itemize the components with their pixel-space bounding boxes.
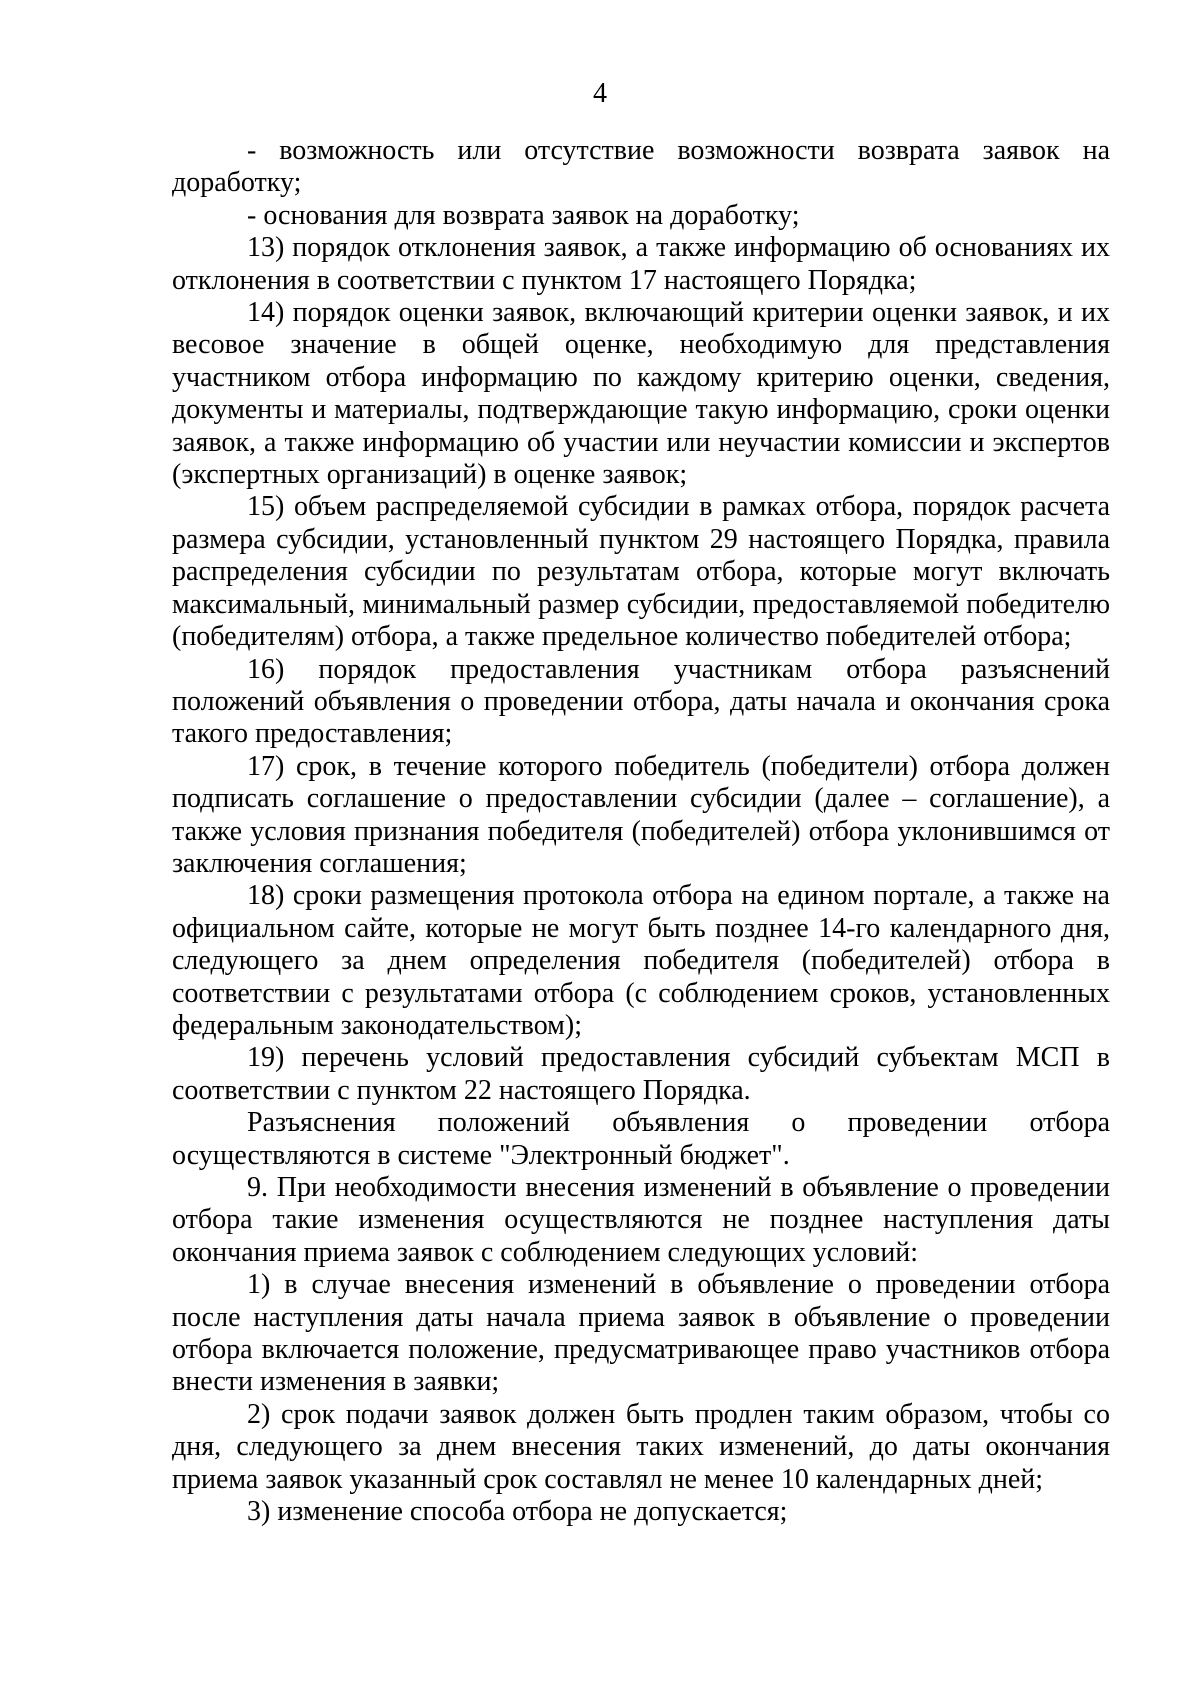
paragraph-item-14: 14) порядок оценки заявок, включающий критерии оценки заявок, и их весовое значение в общей оценке, необходимую для представления участником отбора информацию по каждому критерию оценки, сведения, документы и материалы, подтверждающие такую информацию, сроки оценки заявок, а также информацию об участии или неучастии комиссии и экспертов (экспертных организаций) в оценке заявок; (172, 297, 1110, 491)
paragraph-section-9: 9. При необходимости внесения изменений в объявление о проведении отбора такие изменения осуществляются не позднее наступления даты окончания приема заявок с соблюдением следующих условий: (172, 1172, 1110, 1268)
paragraph-condition-3: 3) изменение способа отбора не допускается; (247, 1496, 788, 1528)
paragraph-item-18: 18) сроки размещения протокола отбора на едином портале, а также на официальном сайте, которые не могут быть позднее 14-го календарного дня, следующего за днем определения победителя (победителей) отбора в соответствии с результатами отбора (с соблюдением сроков, установленных федеральным законодательством); (172, 880, 1110, 1041)
paragraph-condition-2: 2) срок подачи заявок должен быть продлен таким образом, чтобы со дня, следующего за днем внесения таких изменений, до даты окончания приема заявок указанный срок составлял не менее 10 календарных дней; (172, 1398, 1110, 1495)
page-number: 4 (593, 78, 607, 109)
paragraph-item-13: 13) порядок отклонения заявок, а также информацию об основаниях их отклонения в соответствии с пунктом 17 настоящего Порядка; (172, 232, 1110, 296)
paragraph-item-15: 15) объем распределяемой субсидии в рамках отбора, порядок расчета размера субсидии, установленный пунктом 29 настоящего Порядка, правила распределения субсидии по результатам отбора, которые могут включать максимальный, минимальный размер субсидии, предоставляемой победителю (победителям) отбора, а также предельное количество победителей отбора; (172, 491, 1110, 653)
paragraph-clarifications: Разъяснения положений объявления о проведении отбора осуществляются в системе "Электронный бюджет". (172, 1107, 1110, 1171)
paragraph-condition-1: 1) в случае внесения изменений в объявление о проведении отбора после наступления даты начала приема заявок в объявление о проведении отбора включается положение, предусматривающее право участников отбора внести изменения в заявки; (172, 1269, 1110, 1398)
paragraph-item-16: 16) порядок предоставления участникам отбора разъяснений положений объявления о проведении отбора, даты начала и окончания срока такого предоставления; (172, 653, 1110, 750)
paragraph-item-19: 19) перечень условий предоставления субсидий субъектам МСП в соответствии с пунктом 22 настоящего Порядка. (172, 1042, 1110, 1106)
paragraph-return-possibility: - возможность или отсутствие возможности возврата заявок на доработку; (172, 135, 1110, 199)
document-body (172, 135, 1110, 1528)
paragraph-return-grounds: - основания для возврата заявок на доработку; (247, 199, 800, 231)
paragraph-item-17: 17) срок, в течение которого победитель (победители) отбора должен подписать соглашение о предоставлении субсидии (далее – соглашение), а также условия признания победителя (победителей) отбора уклонившимся от заключения соглашения; (172, 750, 1110, 879)
